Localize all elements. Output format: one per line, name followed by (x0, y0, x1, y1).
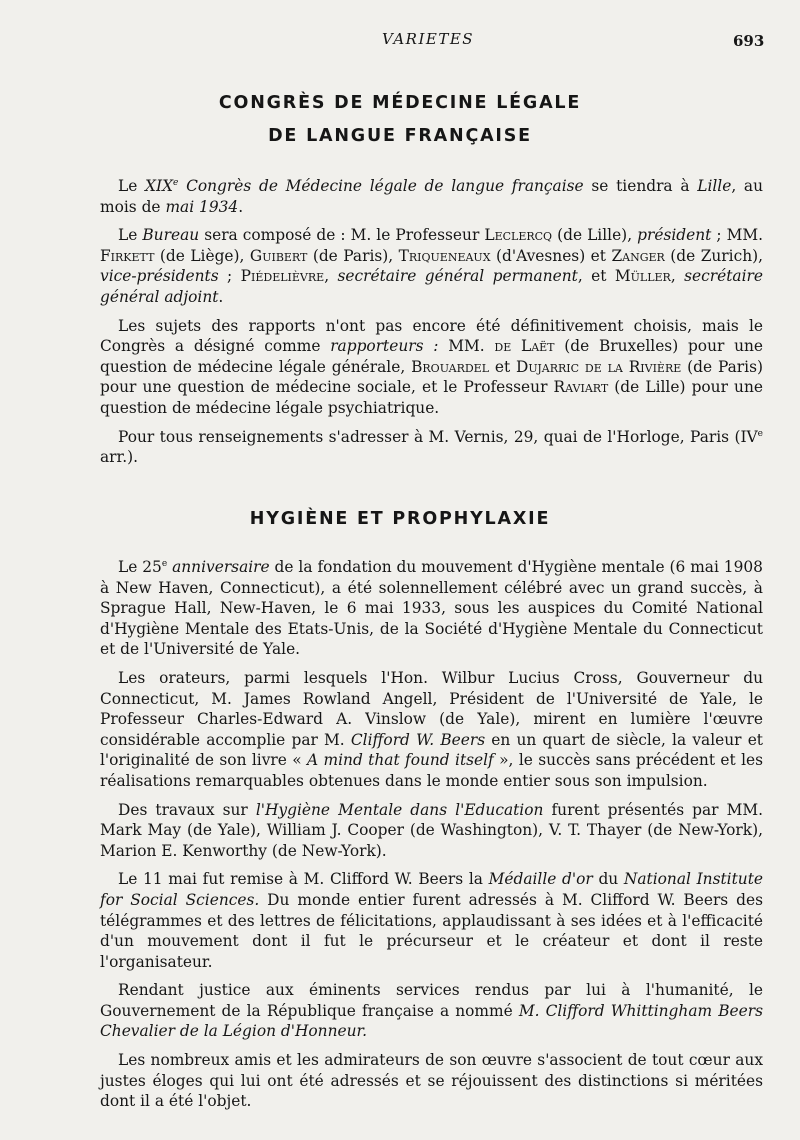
paragraph: Les sujets des rapports n'ont pas encore été définitivement choisis, mais le Congrès a désigné comme rapporteurs : MM. de Laët (de Bruxelles) pour une question de médecine légale générale, Brouardel et Dujarric de la Rivière (de Paris) pour une question de médecine sociale, et le Professeur Raviart (de Lille) pour une question de médecine légale psychiatrique. (100, 316, 764, 417)
running-head (0, 30, 800, 50)
section-heading-congres-line2: DE LANGUE FRANÇAISE (268, 126, 532, 146)
paragraph: Pour tous renseignements s'adresser à M. Vernis, 29, quai de l'Horloge, Paris (IVe arr.). (100, 427, 763, 467)
running-head-title: VARIETES (382, 30, 475, 48)
paragraph: Rendant justice aux éminents services rendus par lui à l'humanité, le Gouvernement de la République française a nommé M. Clifford Whittingham Beers Chevalier de la Légion d'Honneur. (100, 981, 763, 1041)
paragraph: Des travaux sur l'Hygiène Mentale dans l'Education furent présentés par MM. Mark May (de Yale), William J. Cooper (de Washington), V. T. Thayer (de New-York), Marion E. Kenworthy (de New-York). (100, 800, 763, 860)
page-number: 693 (733, 32, 765, 50)
section-heading-congres-line1: CONGRÈS DE MÉDECINE LÉGALE (218, 93, 582, 113)
section-congres-body (100, 176, 763, 476)
paragraph: Le Bureau sera composé de : M. le Professeur Leclercq (de Lille), président ; MM. Firkett (de Liège), Guibert (de Paris), Triqueneaux (d'Avesnes) et Zanger (de Zurich), vice-présidents ; Piédelièvre, secrétaire général permanent, et Müller, secrétaire général adjoint. (100, 226, 764, 306)
paragraph: Le 11 mai fut remise à M. Clifford W. Beers la Médaille d'or du National Institute for Social Sciences. Du monde entier furent adressés à M. Clifford W. Beers des télégrammes et des lettres de félicitations, applaudissant à ses idées et à l'efficacité d'un mouvement dont il fut le précurseur et le créateur et dont il reste l'organisateur. (100, 870, 763, 971)
paragraph: Les orateurs, parmi lesquels l'Hon. Wilbur Lucius Cross, Gouverneur du Connecticut, M. James Rowland Angell, Président de l'Université de Yale, le Professeur Charles-Edward A. Vinslow (de Yale), mirent en lumière l'œuvre considérable accomplie par M. Clifford W. Beers en un quart de siècle, la valeur et l'originalité de son livre « A mind that found itself », le succès sans précédent et les réalisations remarquables obtenues dans le monde entier sous son impulsion. (100, 668, 763, 790)
section-heading-hygiene: HYGIÈNE ET PROPHYLAXIE (249, 509, 551, 529)
paragraph: Le XIXe Congrès de Médecine légale de langue française se tiendra à Lille, au mois de mai 1934. (100, 177, 764, 216)
paragraph: Les nombreux amis et les admirateurs de son œuvre s'associent de tout cœur aux justes éloges qui lui ont été adressés et se réjouissent des distinctions si méritées dont il a été l'objet. (100, 1051, 763, 1111)
paragraph: Le 25e anniversaire de la fondation du mouvement d'Hygiène mentale (6 mai 1908 à New Haven, Connecticut), a été solennellement célébré avec un grand succès, à Sprague Hall, New-Haven, le 6 mai 1933, sous les auspices du Comité National d'Hygiène Mentale des Etats-Unis, de la Société d'Hygiène Mentale du Connecticut et de l'Université de Yale. (100, 558, 763, 659)
section-hygiene-body (100, 557, 763, 1120)
